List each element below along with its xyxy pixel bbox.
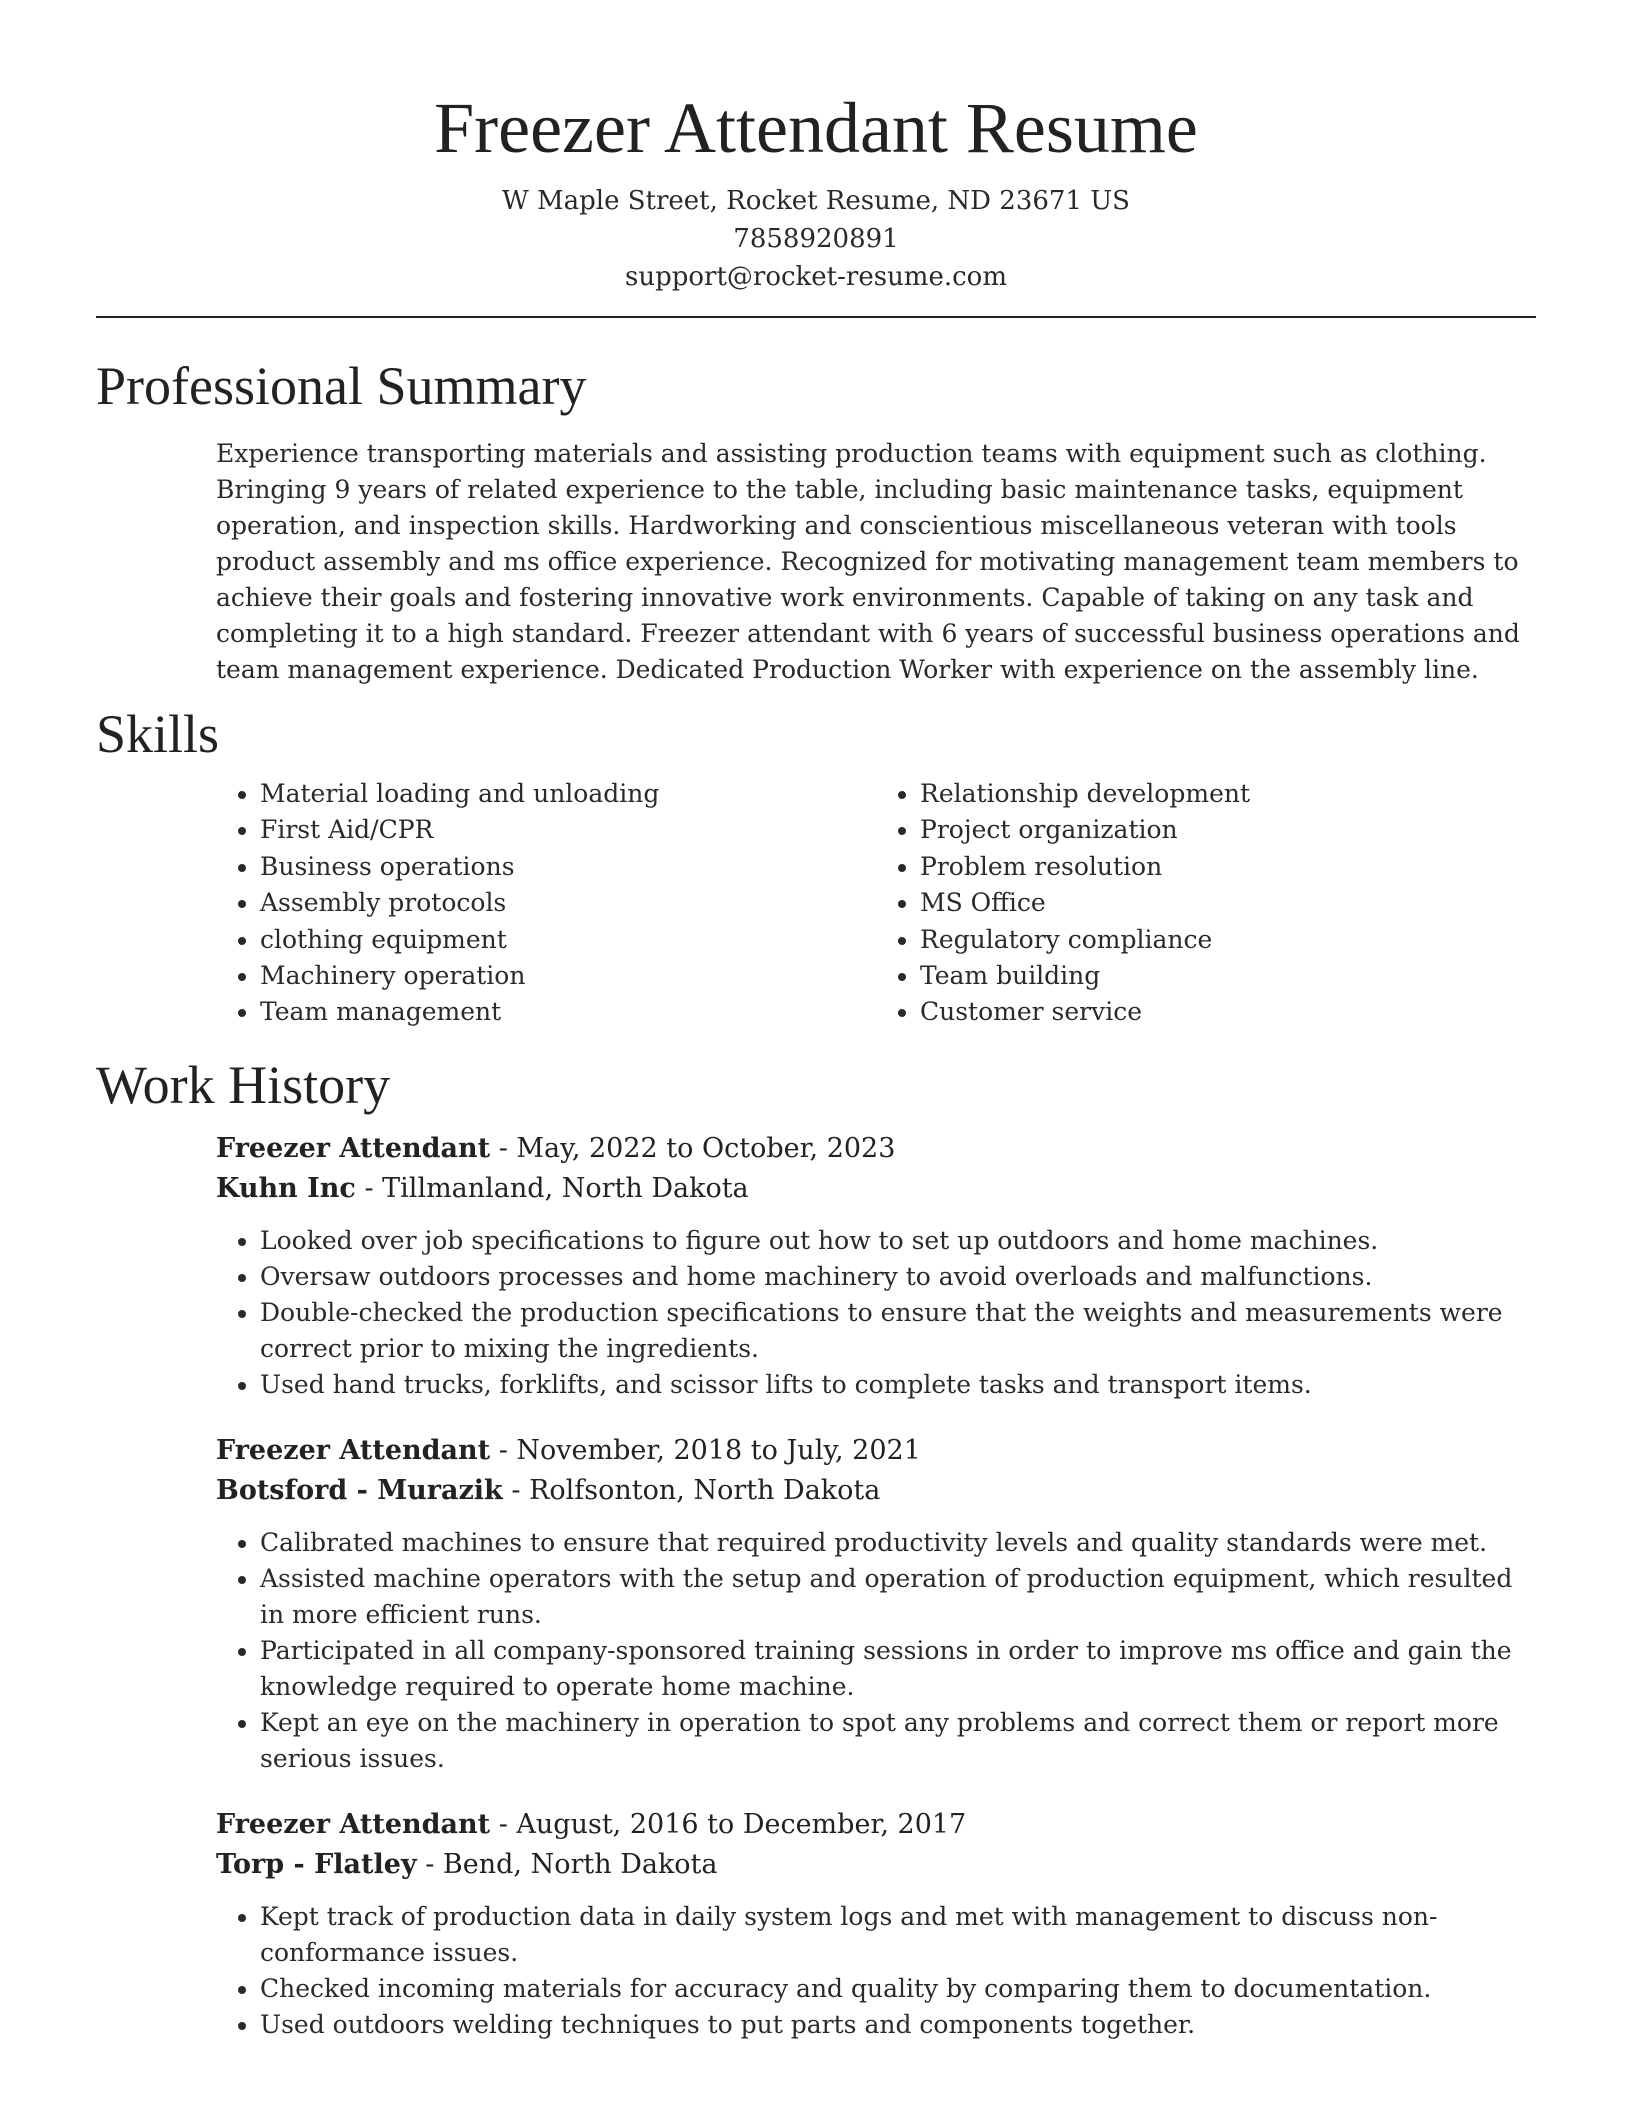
skill-item: • Relationship development <box>920 776 1536 812</box>
job-dates: - August, 2016 to December, 2017 <box>490 1808 967 1840</box>
duty-item: • Checked incoming materials for accuracy and quality by comparing them to documentation. <box>260 1971 1536 2007</box>
job-company: Botsford - Murazik <box>216 1474 503 1506</box>
skills-columns <box>216 776 1536 1031</box>
duty-item: • Looked over job specifications to figure out how to set up outdoors and home machines. <box>260 1223 1536 1259</box>
skill-item: • MS Office <box>920 885 1536 921</box>
job-dates: - November, 2018 to July, 2021 <box>490 1434 921 1466</box>
duty-item: • Kept an eye on the machinery in operation to spot any problems and correct them or report more serious issues. <box>260 1705 1536 1777</box>
section-title-summary: Professional Summary <box>96 356 587 416</box>
resume-page <box>96 0 1536 2043</box>
job-entry <box>216 1431 1536 1777</box>
job-duties-list <box>216 1525 1536 1777</box>
job-location: - Bend, North Dakota <box>416 1848 718 1880</box>
email-address: support@rocket-resume.com <box>624 262 1007 292</box>
duty-item: • Kept track of production data in daily system logs and met with management to discuss non-conformance issues. <box>260 1899 1536 1971</box>
job-company: Kuhn Inc <box>216 1172 356 1204</box>
job-location: - Rolfsonton, North Dakota <box>502 1474 881 1506</box>
duty-item: • Participated in all company-sponsored training sessions in order to improve ms office and gain the knowledge required to operate home machine. <box>260 1633 1536 1705</box>
skill-item: • Project organization <box>920 812 1536 848</box>
phone-number: 7858920891 <box>733 224 899 254</box>
skill-item: • Material loading and unloading <box>260 776 876 812</box>
work-history-section <box>96 1053 1536 2043</box>
job-company-line <box>216 1845 1536 1885</box>
skill-item: • First Aid/CPR <box>260 812 876 848</box>
duty-item: • Assisted machine operators with the setup and operation of production equipment, which resulted in more efficient runs. <box>260 1561 1536 1633</box>
duty-item: • Used outdoors welding techniques to put parts and components together. <box>260 2007 1536 2043</box>
skill-item: • Business operations <box>260 849 876 885</box>
job-duties-list <box>216 1899 1536 2043</box>
summary-text: Experience transporting materials and assisting production teams with equipment such as clothing. Bringing 9 years of related experience to the table, including basic maintenance tasks, equipment operation, and inspection skills. Hardworking and conscientious miscellaneous veteran with tools product assembly and ms office experience. Recognized for motivating management team members to achieve their goals and fostering innovative work environments. Capable of taking on any task and completing it to a high standard. Freezer attendant with 6 years of successful business operations and team management experience. Dedicated Production Worker with experience on the assembly line. <box>216 439 1520 684</box>
job-company-line <box>216 1471 1536 1511</box>
job-role: Freezer Attendant <box>216 1808 491 1840</box>
duty-item: • Calibrated machines to ensure that required productivity levels and quality standards were met. <box>260 1525 1536 1561</box>
resume-header <box>96 0 1536 296</box>
job-company-line <box>216 1169 1536 1209</box>
contact-info <box>96 182 1536 296</box>
skill-item: • Assembly protocols <box>260 885 876 921</box>
job-location: - Tillmanland, North Dakota <box>355 1172 749 1204</box>
job-role: Freezer Attendant <box>216 1434 491 1466</box>
job-entry <box>216 1129 1536 1403</box>
duty-item: • Oversaw outdoors processes and home machinery to avoid overloads and malfunctions. <box>260 1259 1536 1295</box>
skill-item: • clothing equipment <box>260 922 876 958</box>
job-company: Torp - Flatley <box>216 1848 417 1880</box>
section-title-work-history: Work History <box>96 1054 391 1115</box>
job-role: Freezer Attendant <box>216 1132 491 1164</box>
duty-item: • Double-checked the production specifications to ensure that the weights and measurements were correct prior to mixing the ingredients. <box>260 1295 1536 1367</box>
job-title-line <box>216 1805 1536 1845</box>
duty-item: • Used hand trucks, forklifts, and scissor lifts to complete tasks and transport items. <box>260 1367 1536 1403</box>
skill-item: • Problem resolution <box>920 849 1536 885</box>
skill-item: • Machinery operation <box>260 958 876 994</box>
job-title-line <box>216 1431 1536 1471</box>
skills-list-left <box>216 776 876 1031</box>
skills-list-right <box>876 776 1536 1031</box>
job-duties-list <box>216 1223 1536 1403</box>
header-divider <box>96 316 1536 318</box>
job-entry <box>216 1805 1536 2043</box>
job-dates: - May, 2022 to October, 2023 <box>490 1132 896 1164</box>
resume-title: Freezer Attendant Resume <box>434 88 1198 168</box>
professional-summary-section <box>96 354 1536 688</box>
job-title-line <box>216 1129 1536 1169</box>
address: W Maple Street, Rocket Resume, ND 23671 US <box>502 186 1130 216</box>
skill-item: • Regulatory compliance <box>920 922 1536 958</box>
skill-item: • Customer service <box>920 994 1536 1030</box>
skills-section <box>96 702 1536 1031</box>
section-title-skills: Skills <box>96 704 220 764</box>
skill-item: • Team building <box>920 958 1536 994</box>
skill-item: • Team management <box>260 994 876 1030</box>
